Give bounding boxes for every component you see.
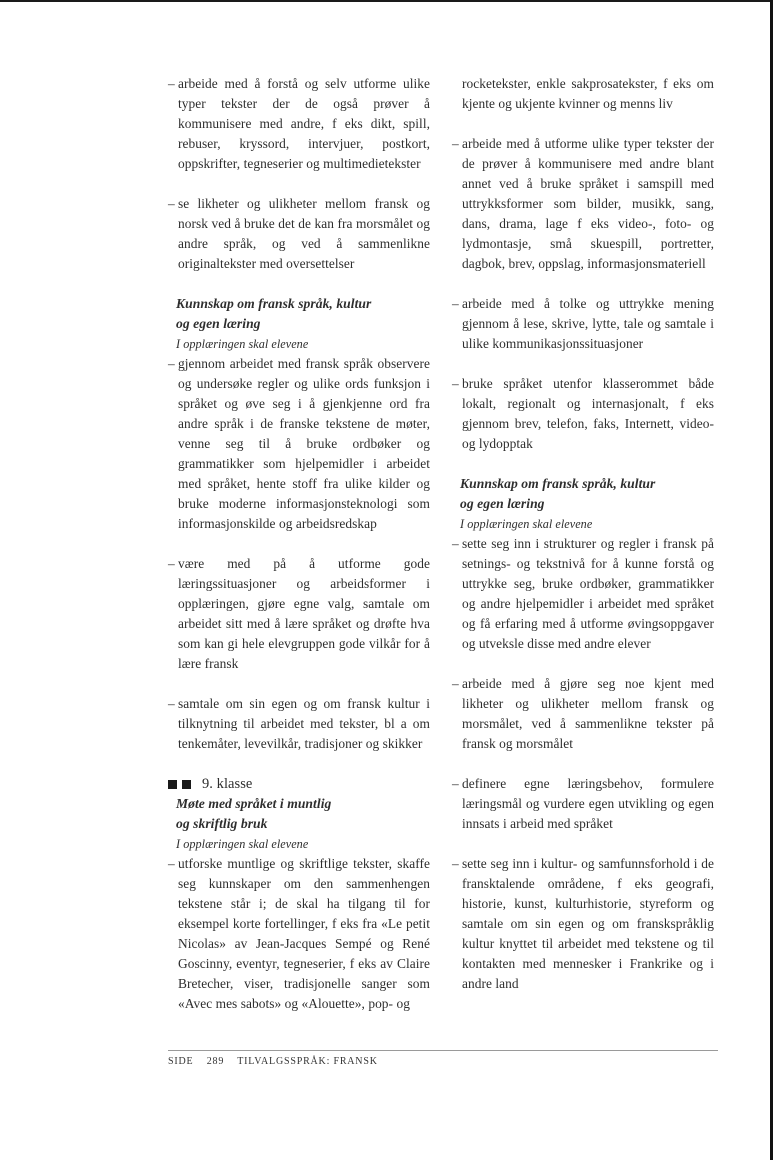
section-subheading: I opplæringen skal elevene bbox=[176, 337, 309, 351]
right-column bbox=[452, 74, 714, 994]
grade-label: 9. klasse bbox=[202, 776, 253, 792]
list-item: – se likheter og ulikheter mellom fransk og norsk ved å bruke det de kan fra morsmålet og andre språk, og ved å sammenlikne originaltekster med oversettelser bbox=[168, 194, 430, 274]
left-column bbox=[168, 74, 430, 1014]
grade-section-heading-cont: og skriftlig bruk bbox=[176, 816, 268, 831]
square-bullets-icon bbox=[168, 780, 196, 789]
footer-side-label: SIDE bbox=[168, 1056, 194, 1067]
list-item: – arbeide med å utforme ulike typer tekster der de prøver å kommunisere med andre blant annet ved å bruke språket i samspill med uttrykksformer som bilder, musikk, sang, dans, drama, lage f eks video-, foto- og lydmontasje, små skuespill, portretter, dagbok, brev, oppslag, informasjonsmateriell bbox=[452, 134, 714, 274]
list-item: – arbeide med å forstå og selv utforme ulike typer tekster der de også prøver å kommunisere med andre, f eks dikt, spill, rebuser, kryssord, intervjuer, postkort, oppskrifter, tegneserier og multimedietekster bbox=[168, 74, 430, 174]
list-item: – gjennom arbeidet med fransk språk observere og undersøke regler og ulike ords funksjon i språket og øve seg i å gjenkjenne ord fra andre språk i de franske tekstene de møter, venne seg til å bruke ordbøker og grammatikker som hjelpemidler i arbeidet med språket, hente stoff fra ulike kilder og bruke moderne informasjonsteknologi som informasjonskilde og arbeidsredskap bbox=[168, 354, 430, 534]
footer-page-number: 289 bbox=[206, 1056, 225, 1067]
list-item: – arbeide med å tolke og uttrykke mening gjennom å lese, skrive, lytte, tale og samtale i ulike kommunikasjonssituasjoner bbox=[452, 294, 714, 354]
page-footer bbox=[168, 1056, 388, 1067]
list-item: – samtale om sin egen og om fransk kultur i tilknytning til arbeidet med tekster, bl a om tenkemåter, levevilkår, tradisjoner og skikker bbox=[168, 694, 430, 754]
list-item: – sette seg inn i kultur- og samfunnsforhold i de fransktalende områdene, f eks geografi, historie, kunst, kulturhistorie, styreform og samtale om sin egen og om franskspråklig kultur knyttet til arbeidet med tekstene og til kontakten med mennesker i Frankrike og i andre land bbox=[452, 854, 714, 994]
continued-text: rocketekster, enkle sakprosatekster, f eks om kjente og ukjente kvinner og menns liv bbox=[462, 76, 714, 111]
list-item: – utforske muntlige og skriftlige tekster, skaffe seg kunnskaper om den sammenhengen tekstene står i; de skal ha tilgang til for eksempel korte fortellinger, f eks fra «Le petit Nicolas» av Jean-Jacques Sempé og René Goscinny, eventyr, tegneserier, f eks av Claire Bretecher, viser, tradisjonelle sanger som «Avec mes sabots» og «Alouette», pop- og bbox=[168, 854, 430, 1014]
list-item: – arbeide med å gjøre seg noe kjent med likheter og ulikheter mellom fransk og morsmålet, ved å sammenlikne tekster på fransk og morsmålet bbox=[452, 674, 714, 754]
section-subheading: I opplæringen skal elevene bbox=[460, 517, 593, 531]
section-heading-cont: og egen læring bbox=[460, 496, 545, 511]
section-heading-cont: og egen læring bbox=[176, 316, 261, 331]
footer-section: TILVALGSSPRÅK: FRANSK bbox=[237, 1056, 378, 1067]
top-border-line bbox=[0, 0, 773, 2]
list-item: – definere egne læringsbehov, formulere læringsmål og vurdere egen utvikling og egen innsats i arbeid med språket bbox=[452, 774, 714, 834]
grade-section-heading: Møte med språket i muntlig bbox=[176, 796, 332, 811]
grade-heading bbox=[168, 774, 430, 794]
list-item: – bruke språket utenfor klasserommet både lokalt, regionalt og internasjonalt, f eks gjennom brev, telefon, faks, Internett, video- og lydopptak bbox=[452, 374, 714, 454]
list-item: – sette seg inn i strukturer og regler i fransk på setnings- og tekstnivå for å kunne forstå og uttrykke seg, bruke ordbøker, grammatikker og andre hjelpemidler i arbeidet med språket og få erfaring med å utforme øvingsoppgaver og utveksle disse med andre elever bbox=[452, 534, 714, 654]
section-heading: Kunnskap om fransk språk, kultur bbox=[176, 296, 372, 311]
grade-subheading: I opplæringen skal elevene bbox=[176, 837, 309, 851]
footer-rule bbox=[168, 1050, 718, 1051]
section-heading: Kunnskap om fransk språk, kultur bbox=[460, 476, 656, 491]
list-item: – være med på å utforme gode læringssituasjoner og arbeidsformer i opplæringen, gjøre egne valg, samtale om arbeidet sitt med å lære språket og drøfte hva som kan gi hele elevgruppen gode vilkår for å lære fransk bbox=[168, 554, 430, 674]
